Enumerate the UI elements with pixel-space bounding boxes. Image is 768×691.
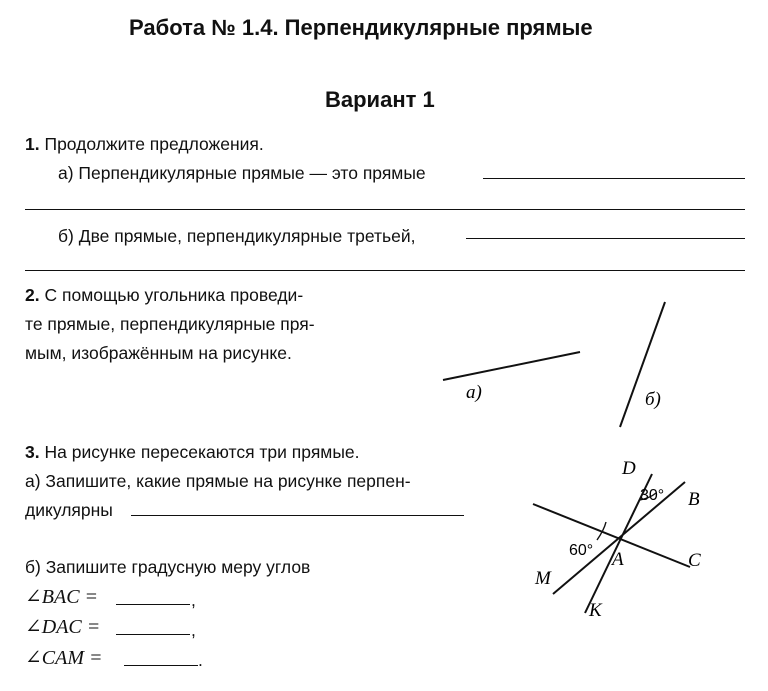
task2-label-b: б) xyxy=(645,389,661,410)
point-b-label: B xyxy=(688,489,700,510)
task1a-text: а) Перпендикулярные прямые — это прямые xyxy=(58,163,426,183)
point-k-label: K xyxy=(589,600,602,621)
task1-intro: Продолжите предложения. xyxy=(44,134,264,154)
variant-title: Вариант 1 xyxy=(325,87,435,112)
task2-line1: С помощью угольника проведи- xyxy=(44,285,304,305)
angle-60-label: 60° xyxy=(569,542,594,559)
task3-number: 3. xyxy=(25,442,40,462)
page-title: Работа № 1.4. Перпендикулярные прямые xyxy=(129,15,593,40)
task1-number: 1. xyxy=(25,134,40,154)
angle-cam-label: ∠CAM = xyxy=(25,647,103,669)
task1b-text: б) Две прямые, перпендикулярные третьей, xyxy=(58,226,416,246)
angle-30-label: 30° xyxy=(640,487,665,504)
angle-bac-label: ∠BAC = xyxy=(25,586,99,608)
point-a-label: A xyxy=(612,549,624,570)
point-d-label: D xyxy=(622,458,636,479)
task2-line-a xyxy=(443,352,580,380)
task3a-line2: дикулярны xyxy=(25,500,113,520)
task3b-intro: б) Запишите градусную меру углов xyxy=(25,557,311,577)
point-m-label: M xyxy=(535,568,551,589)
angle-bac-tail: , xyxy=(191,590,196,610)
task3-line-mb xyxy=(553,482,685,594)
angle-cam-tail: . xyxy=(198,650,203,670)
task2-label-a: а) xyxy=(466,382,482,403)
angle-dac-tail: , xyxy=(191,620,196,640)
task3-intro: На рисунке пересекаются три прямые. xyxy=(44,442,360,462)
task2-line3: мым, изображённым на рисунке. xyxy=(25,343,292,363)
task2-number: 2. xyxy=(25,285,40,305)
task3a-line1: а) Запишите, какие прямые на рисунке перпен- xyxy=(25,471,411,491)
angle-dac-label: ∠DAC = xyxy=(25,616,101,638)
point-c-label: C xyxy=(688,550,701,571)
task2-line2: те прямые, перпендикулярные пря- xyxy=(25,314,315,334)
